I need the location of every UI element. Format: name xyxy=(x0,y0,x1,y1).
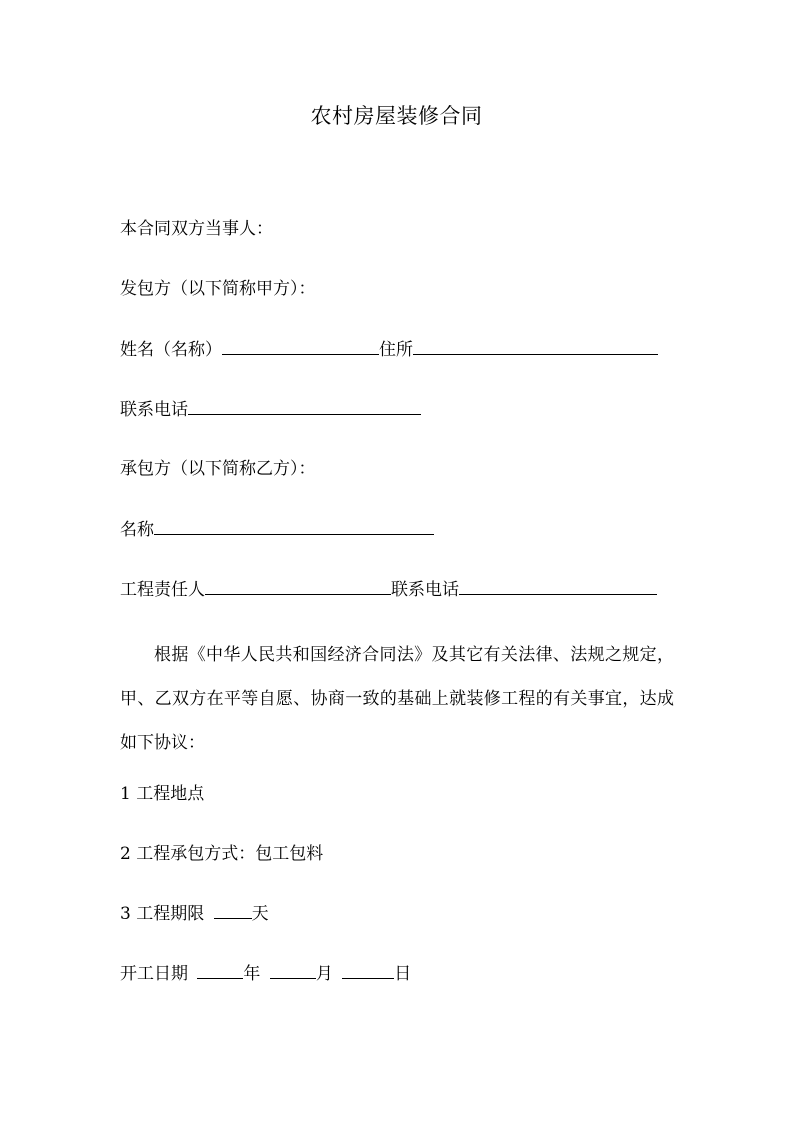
start-date-label: 开工日期 xyxy=(120,964,188,984)
parties-intro: 本合同双方当事人： xyxy=(120,219,273,239)
day-unit: 日 xyxy=(394,964,412,984)
party-b-heading: 承包方（以下简称乙方）： xyxy=(120,459,316,479)
party-a-address-label: 住所 xyxy=(379,340,413,360)
party-a-phone-row xyxy=(120,396,421,423)
party-a-name-blank[interactable] xyxy=(222,336,379,355)
party-a-address-blank[interactable] xyxy=(413,336,658,355)
days-unit: 天 xyxy=(251,904,269,924)
clause-2: 2 工程承包方式：包工包料 xyxy=(120,844,324,864)
party-a-phone-blank[interactable] xyxy=(188,396,421,415)
start-month-blank[interactable] xyxy=(270,961,316,979)
party-b-name-blank[interactable] xyxy=(154,516,434,535)
agreement-paragraph: 根据《中华人民共和国经济合同法》及其它有关法律、法规之规定，甲、乙双方在平等自愿、协商一致的基础上就装修工程的有关事宜，达成如下协议： xyxy=(120,645,674,753)
document-title: 农村房屋装修合同 xyxy=(310,104,483,128)
duration-days-blank[interactable] xyxy=(214,901,252,919)
year-unit: 年 xyxy=(243,964,261,984)
party-b-name-row xyxy=(120,516,434,543)
clause-3-row xyxy=(120,901,269,927)
party-a-name-row xyxy=(120,336,658,363)
start-day-blank[interactable] xyxy=(342,961,394,979)
month-unit: 月 xyxy=(315,964,333,984)
party-a-phone-label: 联系电话 xyxy=(120,400,188,420)
party-b-manager-label: 工程责任人 xyxy=(120,580,205,600)
clause-1: 1 工程地点 xyxy=(120,784,205,804)
start-date-row xyxy=(120,961,411,987)
party-a-heading: 发包方（以下简称甲方）： xyxy=(120,279,316,299)
start-year-blank[interactable] xyxy=(197,961,243,979)
party-b-phone-label: 联系电话 xyxy=(391,580,459,600)
party-b-name-label: 名称 xyxy=(120,520,154,540)
clause-3-label: 3 工程期限 xyxy=(120,904,205,924)
party-b-manager-row xyxy=(120,576,657,603)
party-b-phone-blank[interactable] xyxy=(459,576,657,595)
party-a-name-label: 姓名（名称） xyxy=(120,340,222,360)
party-b-manager-blank[interactable] xyxy=(205,576,391,595)
